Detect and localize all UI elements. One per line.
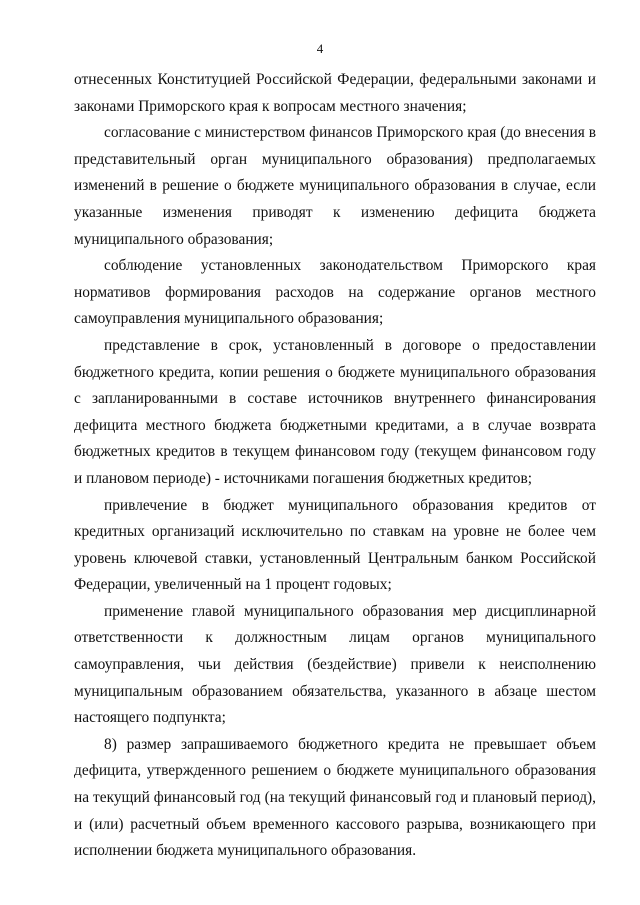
paragraph-6: применение главой муниципального образования мер дисциплинарной ответственности к должностным лицам органов муниципального самоуправления, чьи действия (бездействие) привели к неисполнению муниципальным образованием обязательства, указанного в абзаце шестом настоящего подпункта; <box>74 602 596 727</box>
paragraph-2: согласование с министерством финансов Приморского края (до внесения в представительный орган муниципального образования) предполагаемых изменений в решение о бюджете муниципального образования в случае, если указанные изменения приводят к изменению дефицита бюджета муниципального образования; <box>74 124 596 248</box>
paragraph-1: отнесенных Конституцией Российской Федерации, федеральными законами и законами Приморского края к вопросам местного значения; <box>74 71 596 115</box>
page-number: 4 <box>316 41 324 56</box>
paragraph-5: привлечение в бюджет муниципального образования кредитов от кредитных организаций исключительно по ставкам на уровне не более чем уровень ключевой ставки, установленный Центральным банком Российской Федерации, увеличенный на 1 процент годовых; <box>74 496 596 594</box>
paragraph-3: соблюдение установленных законодательством Приморского края нормативов формирования расходов на содержание органов местного самоуправления муниципального образования; <box>74 257 596 328</box>
paragraph-7: 8) размер запрашиваемого бюджетного кредита не превышает объем дефицита, утвержденного решением о бюджете муниципального образования на текущий финансовый год (на текущий финансовый год и плановый период), и (или) расчетный объем временного кассового разрыва, возникающего при исполнении бюджета муниципального образования. <box>74 735 596 860</box>
document-body <box>74 67 596 865</box>
paragraph-4: представление в срок, установленный в договоре о предоставлении бюджетного кредита, копии решения о бюджете муниципального образования с запланированными в составе источников внутреннего финансирования дефицита местного бюджета бюджетными кредитами, а в случае возврата бюджетных кредитов в текущем финансовом году (текущем финансовом году и плановом периоде) - источниками погашения бюджетных кредитов; <box>74 336 596 487</box>
